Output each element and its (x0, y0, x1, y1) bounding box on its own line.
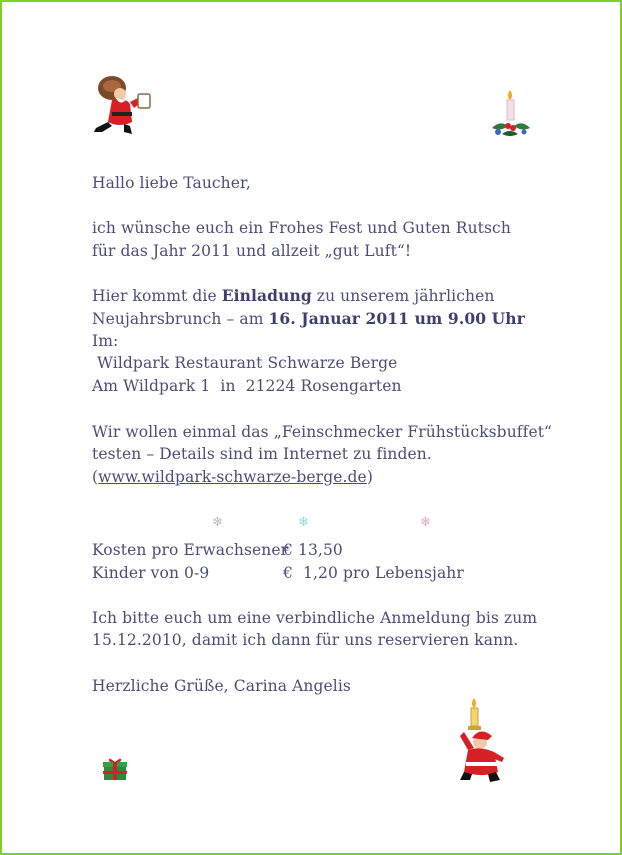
snowflake-icon: ❄ (298, 515, 309, 530)
child-cost-value: € 1,20 pro Lebensjahr (283, 564, 464, 582)
snowflake-icon: ❄ (212, 515, 223, 530)
rsvp-line-2: 15.12.2010, damit ich dann für uns reservieren kann. (92, 631, 519, 649)
child-cost-label: Kinder von 0-9 (92, 564, 210, 582)
link-open-paren: ( (92, 468, 99, 486)
santa-with-candle-icon (454, 696, 510, 784)
gift-box-icon (102, 756, 128, 782)
adult-cost-label: Kosten pro Erwachsener (92, 541, 289, 559)
santa-with-sack-icon (90, 72, 156, 138)
buffet-line-1: Wir wollen einmal das „Feinschmecker Frühstücksbuffet“ (92, 423, 553, 441)
brunch-prefix: Neujahrsbrunch – am (92, 310, 269, 328)
signoff: Herzliche Grüße, Carina Angelis (92, 677, 351, 695)
venue-address: Am Wildpark 1 in 21224 Rosengarten (92, 377, 402, 395)
brunch-date-line (92, 308, 525, 330)
snowflake-icon: ❄ (420, 515, 431, 530)
invitation-suffix: zu unserem jährlichen (311, 287, 495, 305)
rsvp-line-1: Ich bitte euch um eine verbindliche Anmeldung bis zum (92, 609, 538, 627)
brunch-date: 16. Januar 2011 um 9.00 Uhr (268, 309, 525, 328)
wish-line-2: für das Jahr 2011 und allzeit „gut Luft“! (92, 242, 412, 260)
invitation-line (92, 285, 494, 307)
invitation-keyword: Einladung (221, 286, 312, 305)
adult-cost-value: € 13,50 (283, 541, 343, 559)
wish-line-1: ich wünsche euch ein Frohes Fest und Guten Rutsch (92, 219, 511, 237)
greeting: Hallo liebe Taucher, (92, 174, 251, 192)
venue-label: Im: (92, 332, 119, 350)
venue-name: Wildpark Restaurant Schwarze Berge (92, 354, 398, 372)
invitation-prefix: Hier kommt die (92, 287, 222, 305)
link-close-paren: ) (366, 468, 373, 486)
buffet-line-2: testen – Details sind im Internet zu finden. (92, 445, 432, 463)
website-line (92, 466, 373, 488)
candle-with-holly-icon (486, 88, 536, 140)
website-link[interactable]: www.wildpark-schwarze-berge.de (98, 468, 367, 486)
